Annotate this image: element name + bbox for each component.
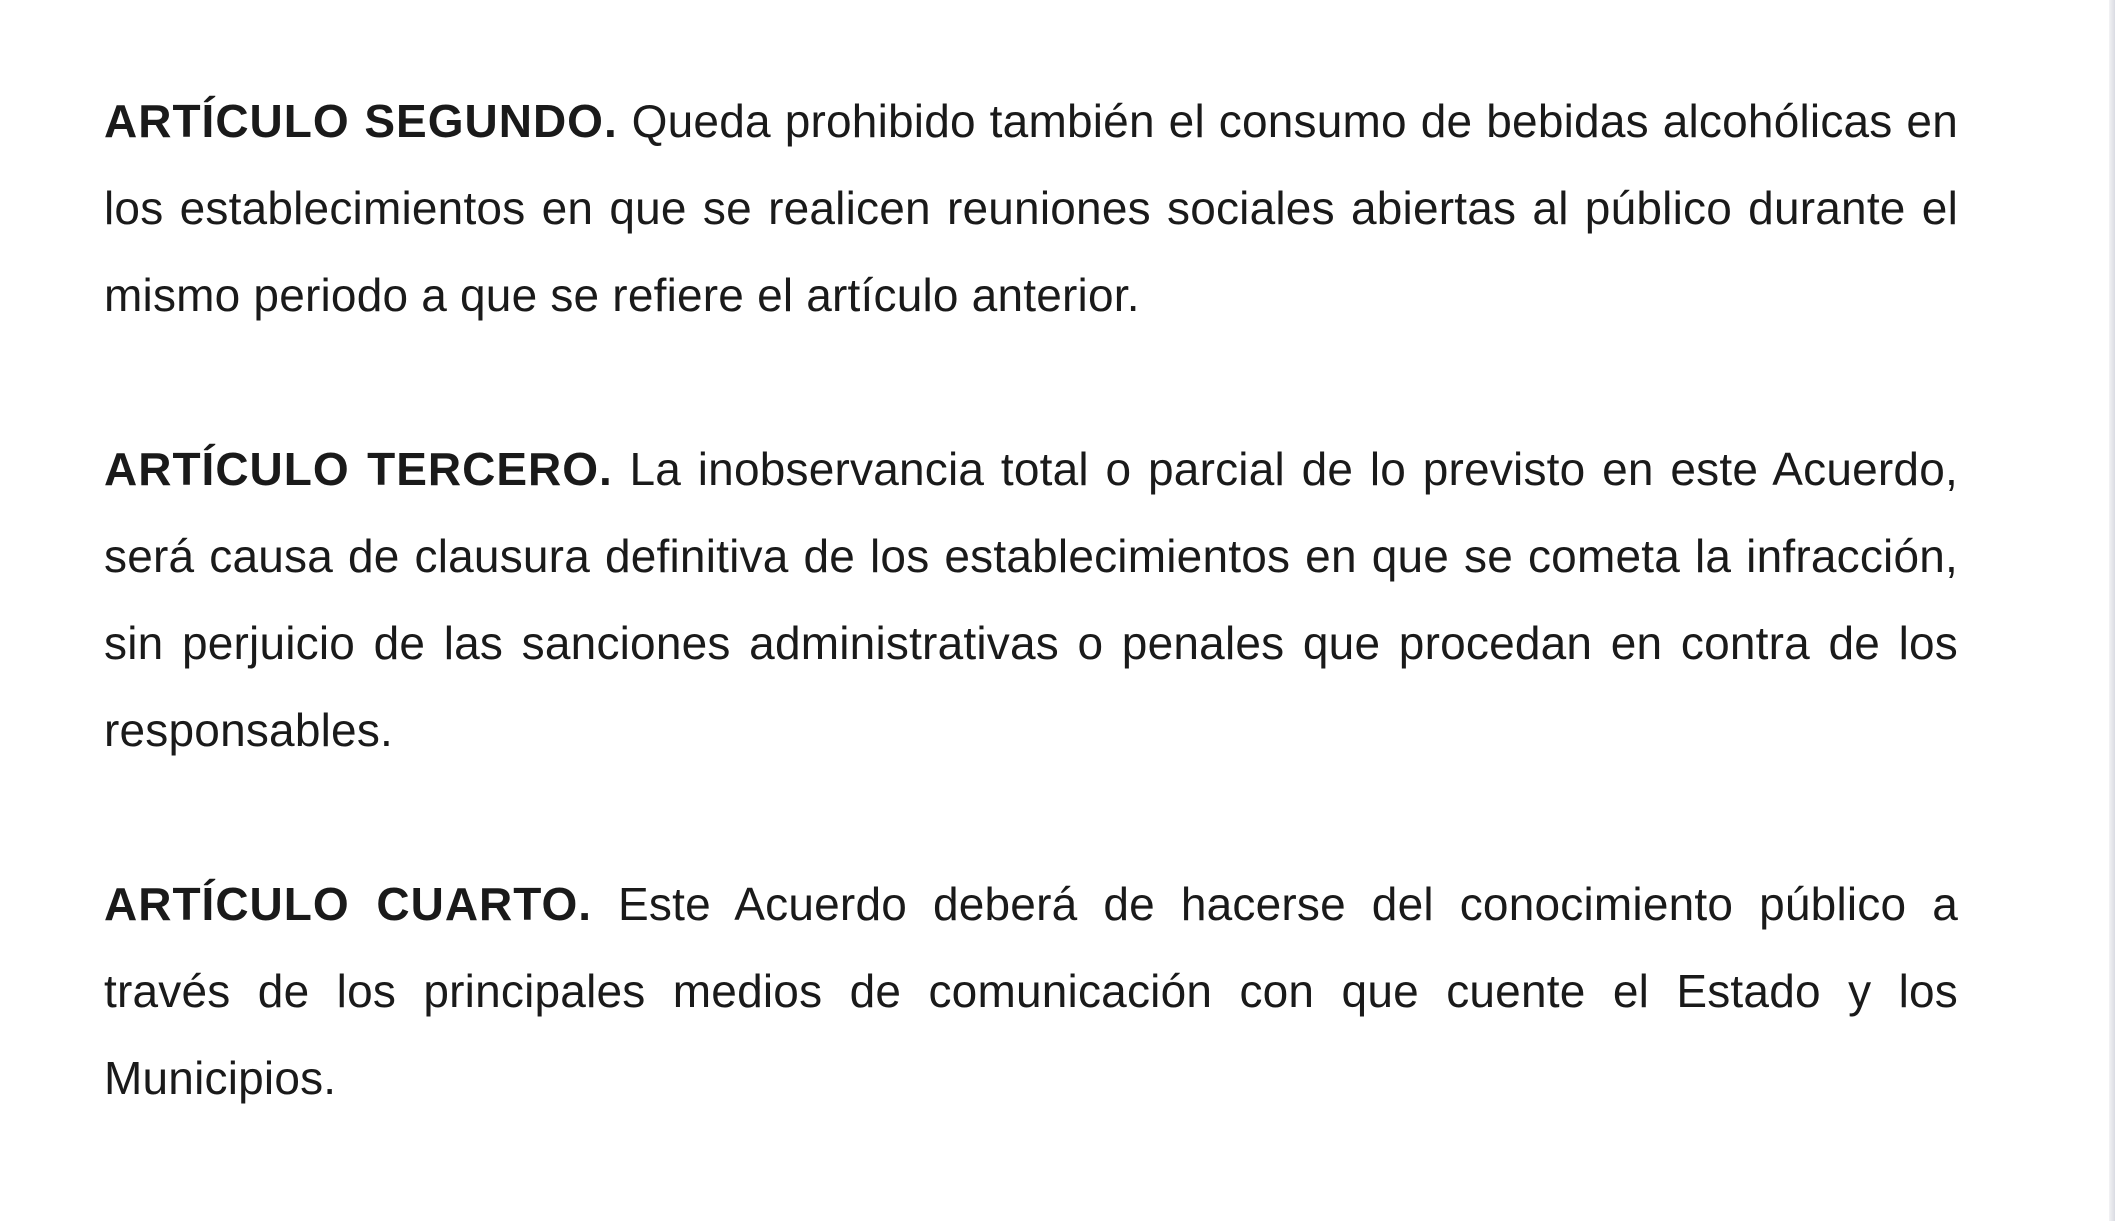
document-body bbox=[104, 78, 1958, 1122]
article-text: Queda prohibido también el consumo de bebidas alcohólicas en los establecimientos en que se realicen reuniones sociales abiertas al público durante el mismo periodo a que se refiere el artículo anterior. bbox=[104, 95, 1958, 321]
article-title: ARTÍCULO TERCERO. bbox=[104, 443, 613, 495]
article-title: ARTÍCULO SEGUNDO. bbox=[104, 95, 618, 147]
article-text: La inobservancia total o parcial de lo previsto en este Acuerdo, será causa de clausura definitiva de los establecimientos en que se cometa la infracción, sin perjuicio de las sanciones administrativas o penales que procedan en contra de los responsables. bbox=[104, 443, 1958, 756]
article-segundo bbox=[104, 78, 1958, 339]
article-cuarto bbox=[104, 861, 1958, 1122]
page-edge-shadow bbox=[2109, 0, 2115, 1221]
article-text: Este Acuerdo deberá de hacerse del conocimiento público a través de los principales medios de comunicación con que cuente el Estado y los Municipios. bbox=[104, 878, 1959, 1104]
article-title: ARTÍCULO CUARTO. bbox=[104, 878, 593, 930]
article-tercero bbox=[104, 426, 1958, 774]
